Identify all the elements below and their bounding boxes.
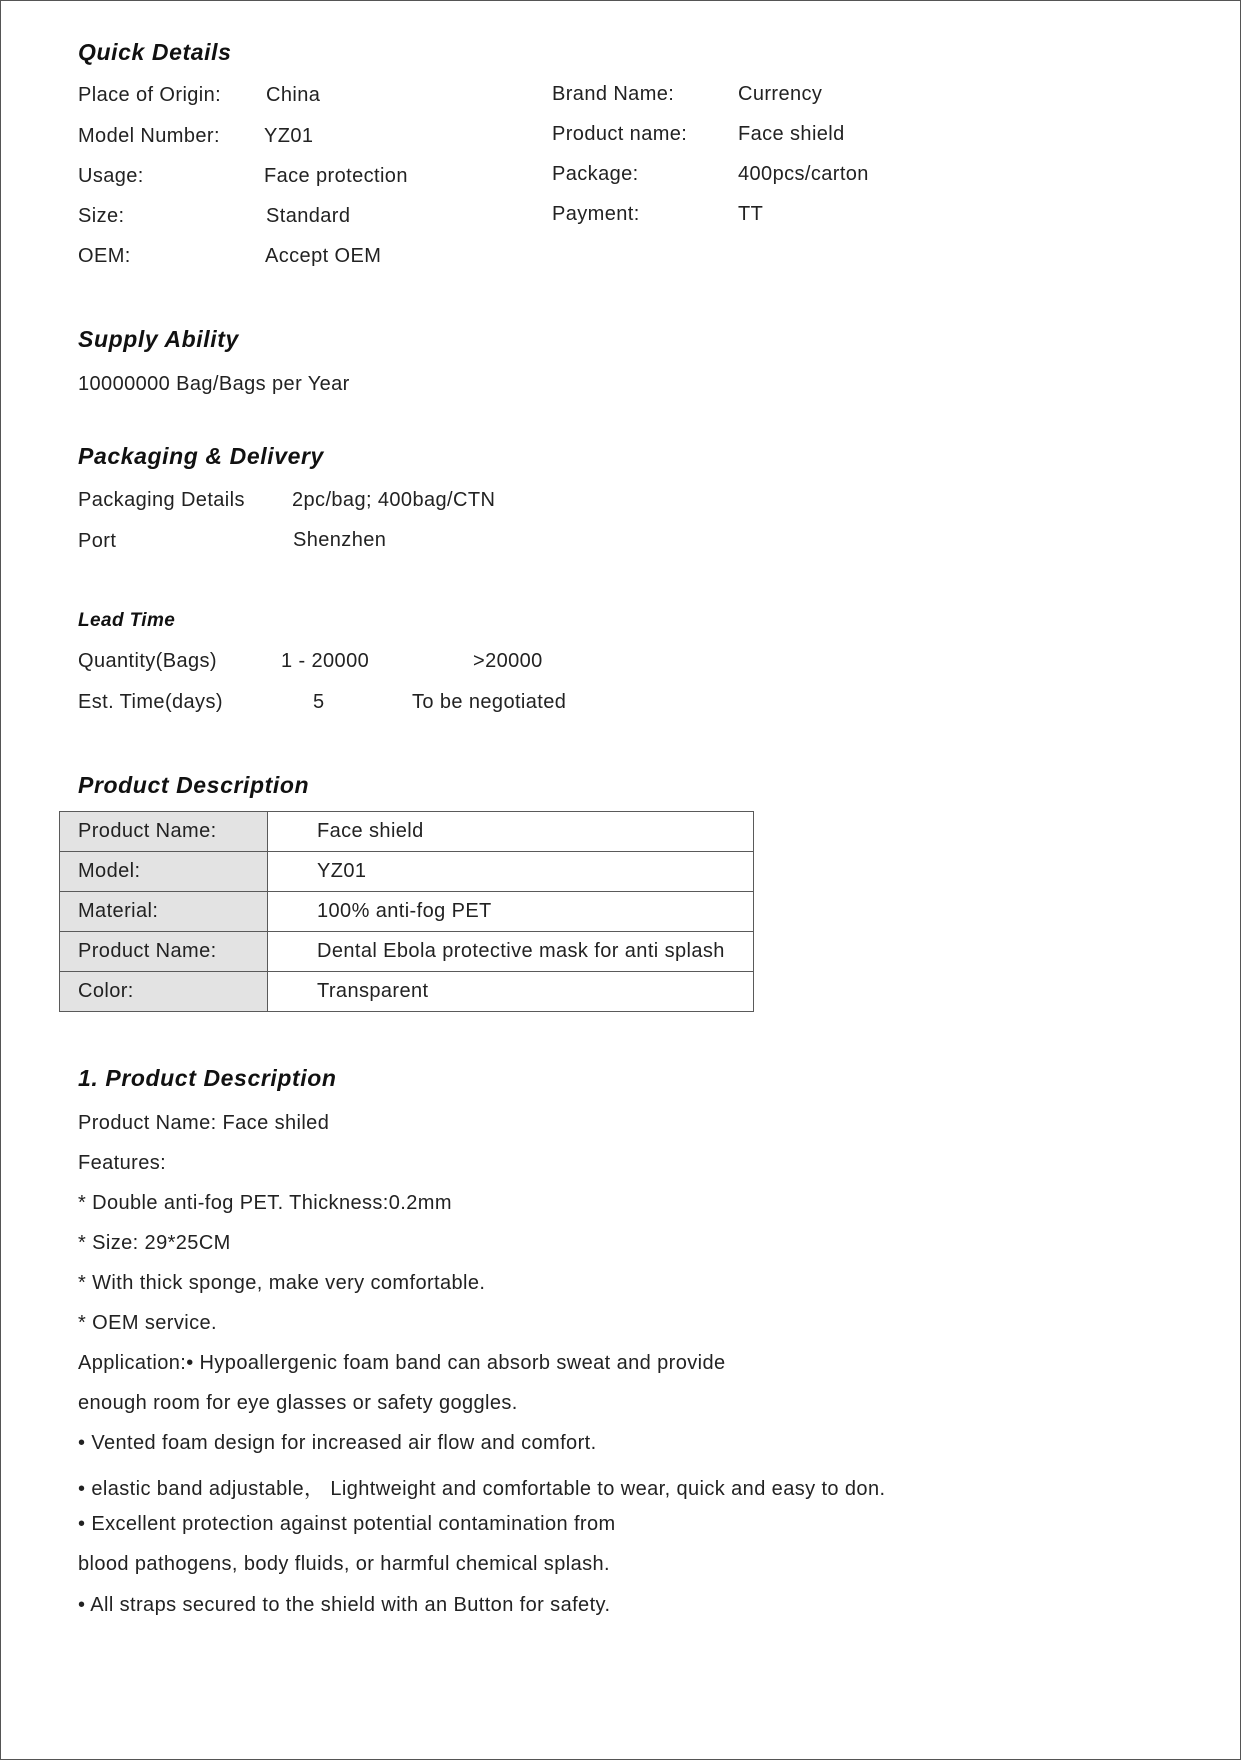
product-name-label: Product name: — [552, 123, 688, 145]
spec-value: 100% anti-fog PET — [268, 892, 754, 932]
spec-value: YZ01 — [268, 852, 754, 892]
size-label: Size: — [78, 205, 125, 227]
quick-details-heading: Quick Details — [78, 39, 232, 65]
table-row — [60, 852, 754, 892]
description-line: • Excellent protection against potential contamination from — [78, 1513, 616, 1535]
port-value: Shenzhen — [293, 529, 387, 551]
description-line: • elastic band adjustable， Lightweight and comfortable to wear, quick and easy to don. — [78, 1478, 886, 1500]
table-row — [60, 972, 754, 1012]
spec-label: Color: — [60, 972, 268, 1012]
est-time-label: Est. Time(days) — [78, 691, 223, 713]
description-line: Application:• Hypoallergenic foam band can absorb sweat and provide — [78, 1352, 726, 1374]
usage-value: Face protection — [264, 165, 408, 187]
description-line: * OEM service. — [78, 1312, 217, 1334]
lead-time-heading: Lead Time — [78, 610, 176, 631]
description-line: enough room for eye glasses or safety goggles. — [78, 1392, 518, 1414]
description-line: • All straps secured to the shield with an Button for safety. — [78, 1594, 611, 1616]
packaging-details-label: Packaging Details — [78, 489, 245, 511]
table-row — [60, 812, 754, 852]
origin-value: China — [266, 84, 321, 106]
payment-value: TT — [738, 203, 764, 225]
description-section-heading: 1. Product Description — [78, 1065, 337, 1091]
description-line: * Double anti-fog PET. Thickness:0.2mm — [78, 1192, 452, 1214]
description-line: Features: — [78, 1152, 167, 1174]
packaging-heading: Packaging & Delivery — [78, 443, 324, 469]
supply-ability-text: 10000000 Bag/Bags per Year — [78, 373, 350, 395]
spec-label: Product Name: — [60, 812, 268, 852]
est-time-1: 5 — [313, 691, 325, 713]
port-label: Port — [78, 530, 117, 552]
spec-label: Product Name: — [60, 932, 268, 972]
oem-label: OEM: — [78, 245, 131, 267]
product-name-value: Face shield — [738, 123, 845, 145]
description-line: * With thick sponge, make very comfortable. — [78, 1272, 486, 1294]
spec-value: Transparent — [268, 972, 754, 1012]
table-row — [60, 932, 754, 972]
package-value: 400pcs/carton — [738, 163, 869, 185]
spec-label: Model: — [60, 852, 268, 892]
size-value: Standard — [266, 205, 351, 227]
supply-ability-heading: Supply Ability — [78, 326, 239, 352]
oem-value: Accept OEM — [265, 245, 382, 267]
product-spec-table — [59, 811, 754, 1012]
spec-label: Material: — [60, 892, 268, 932]
brand-name-value: Currency — [738, 83, 823, 105]
description-line: Product Name: Face shiled — [78, 1112, 330, 1134]
description-line: blood pathogens, body fluids, or harmful chemical splash. — [78, 1553, 610, 1575]
quantity-label: Quantity(Bags) — [78, 650, 217, 672]
product-description-heading: Product Description — [78, 772, 310, 798]
usage-label: Usage: — [78, 165, 144, 187]
packaging-details-value: 2pc/bag; 400bag/CTN — [292, 489, 496, 511]
quantity-range-2: >20000 — [473, 650, 543, 672]
payment-label: Payment: — [552, 203, 640, 225]
spec-value: Face shield — [268, 812, 754, 852]
spec-value: Dental Ebola protective mask for anti splash — [268, 932, 754, 972]
description-line: * Size: 29*25CM — [78, 1232, 231, 1254]
model-number-label: Model Number: — [78, 125, 220, 147]
package-label: Package: — [552, 163, 639, 185]
model-number-value: YZ01 — [264, 125, 314, 147]
table-row — [60, 892, 754, 932]
brand-name-label: Brand Name: — [552, 83, 675, 105]
description-line: • Vented foam design for increased air flow and comfort. — [78, 1432, 597, 1454]
quantity-range-1: 1 - 20000 — [281, 650, 370, 672]
est-time-2: To be negotiated — [412, 691, 567, 713]
origin-label: Place of Origin: — [78, 84, 222, 106]
